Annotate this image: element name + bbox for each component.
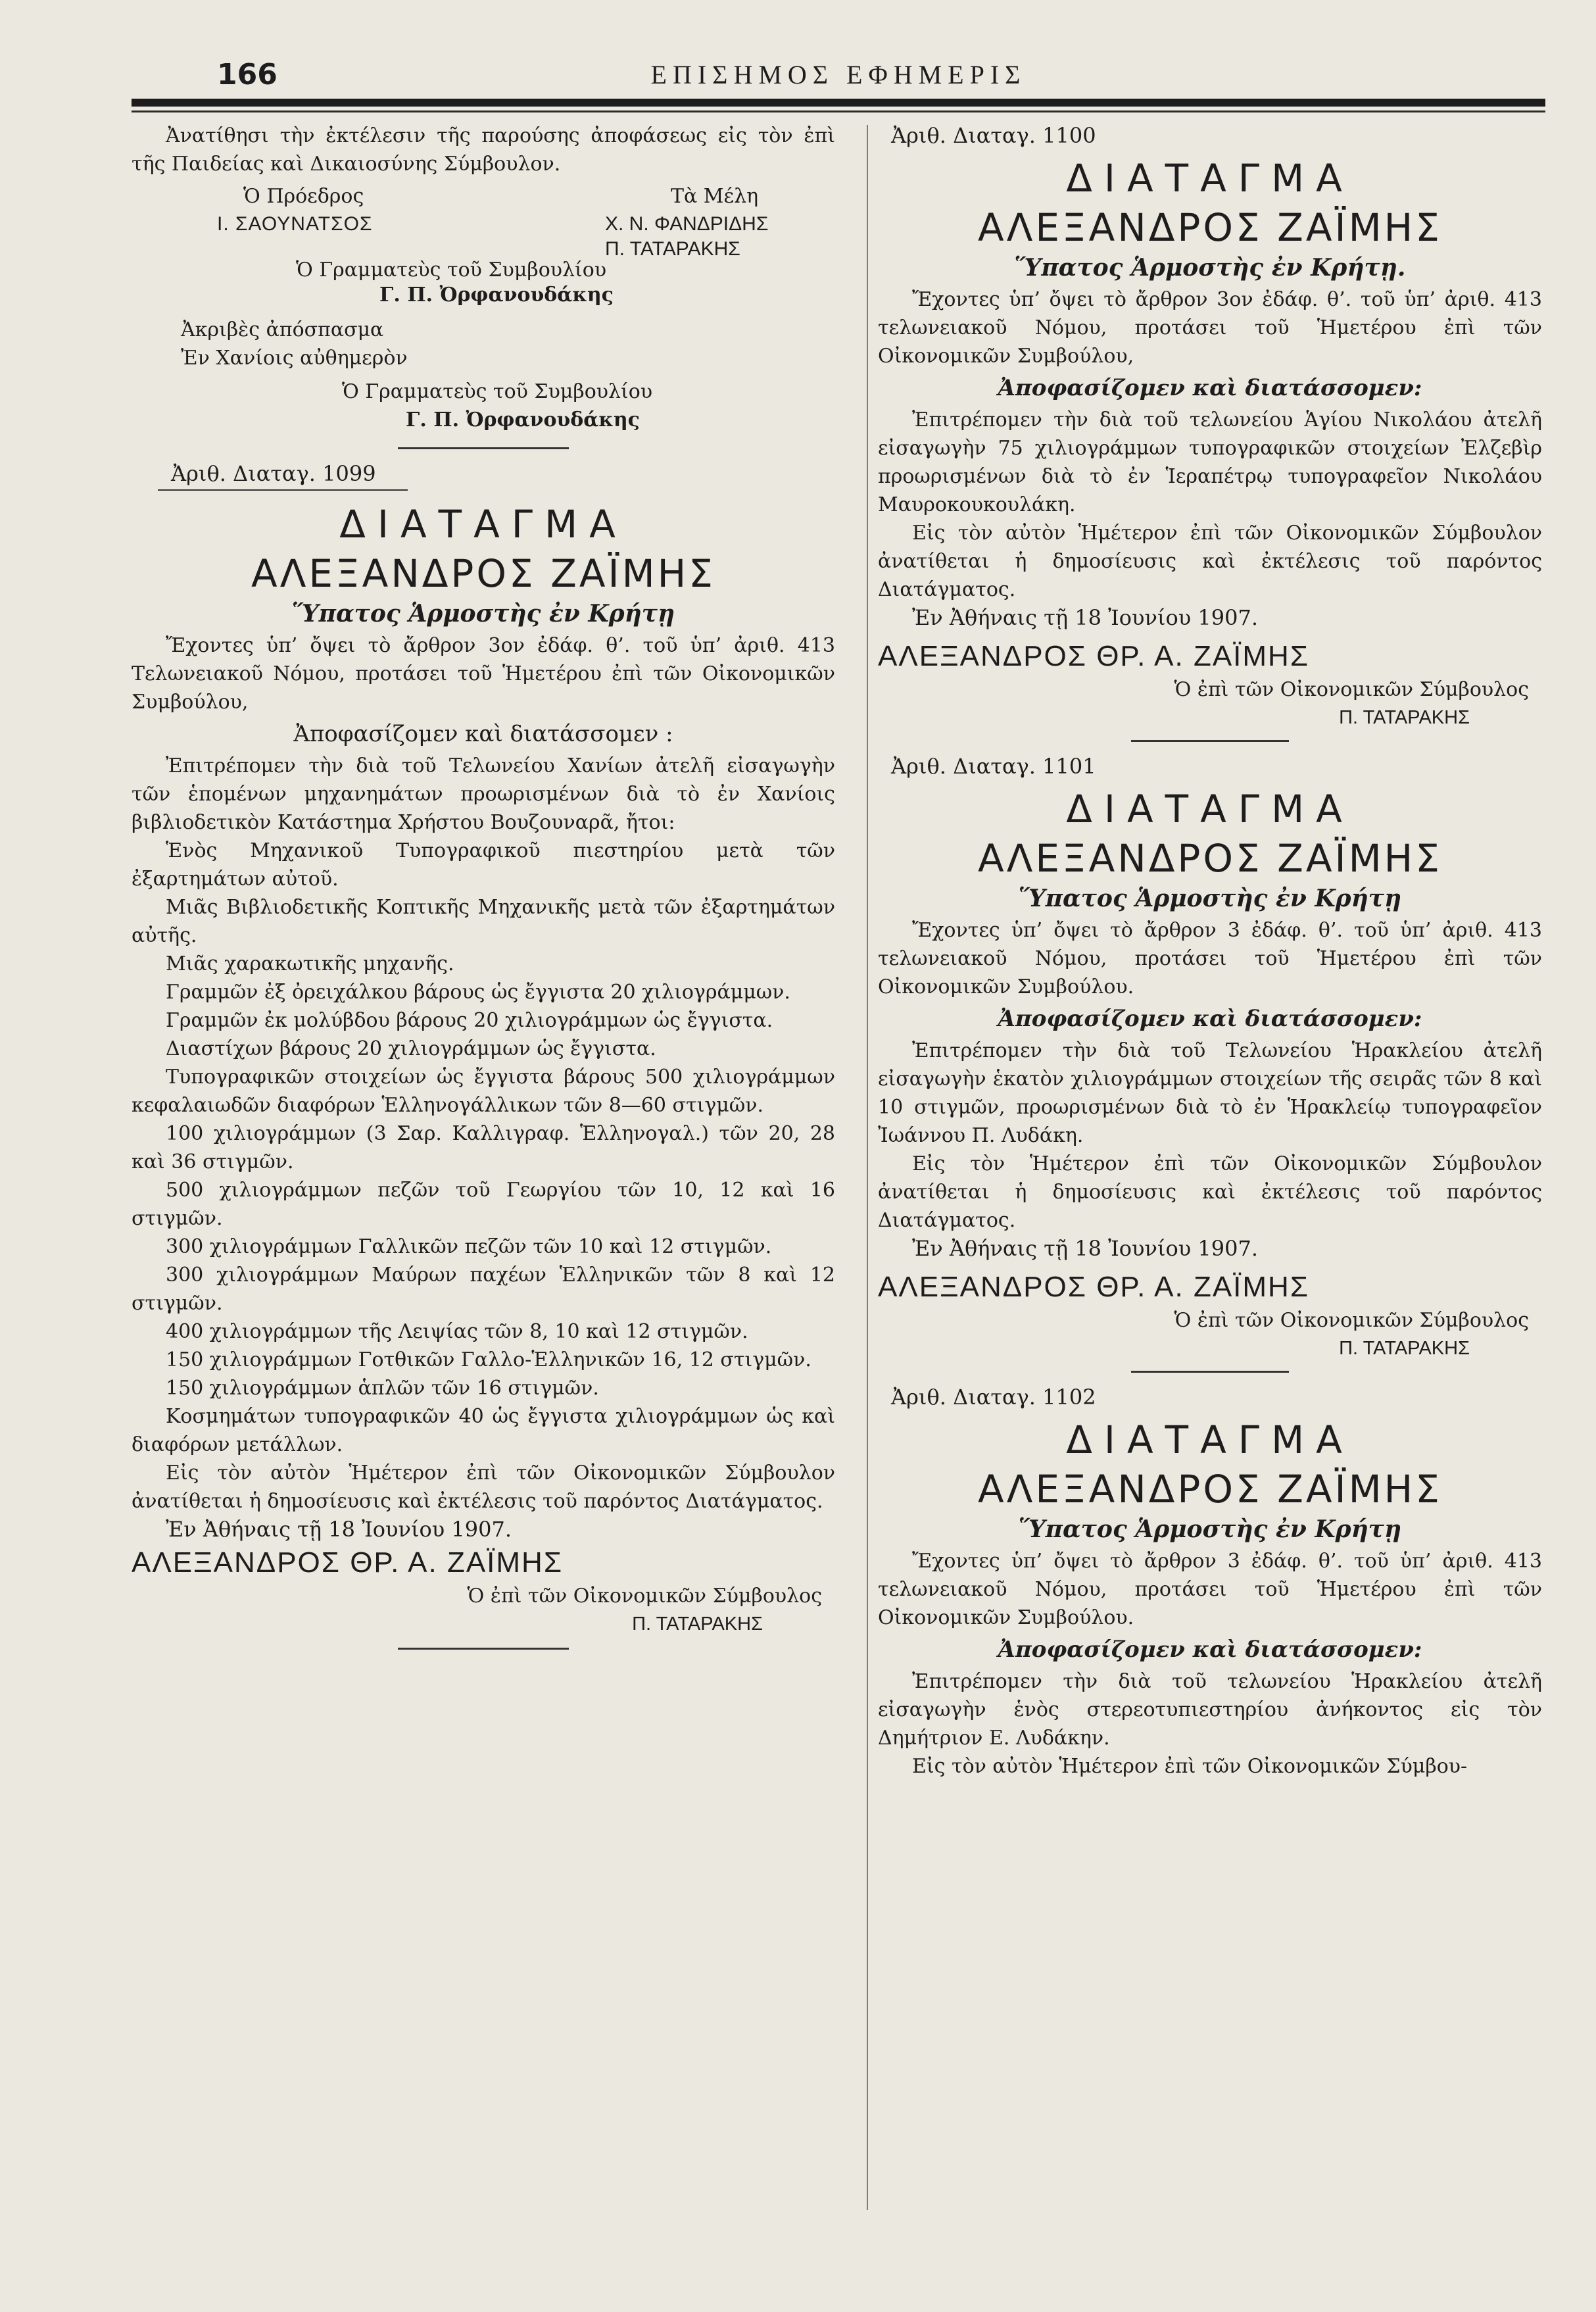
separator-rule — [398, 1648, 569, 1650]
president-title: Ὁ Πρόεδρος — [243, 185, 364, 208]
underline-rule — [158, 489, 408, 491]
intro-paragraph: Ἀνατίθησι τὴν ἐκτέλεσιν τῆς παρούσης ἀποφάσεως εἰς τὸν ἐπὶ τῆς Παιδείας καὶ Δικαιοσύνης Σύμβουλον. — [132, 124, 835, 176]
signature-councillor-name: Π. ΤΑΤΑΡΑΚΗΣ — [1339, 707, 1470, 728]
decree-number: Ἀριθ. Διαταγ. 1102 — [891, 1385, 1096, 1410]
decree-heading: ΔΙΑΤΑΓΜΑ — [339, 502, 627, 547]
decree-body: Ἐπιτρέπομεν τὴν διὰ τοῦ τελωνείου Ἡρακλείου ἀτελῆ εἰσαγωγὴν ἑνὸς στερεοτυπιεστηρίου ἀνήκοντος εἰς τὸν Δημήτριον Ε. Λυδάκην. — [878, 1670, 1542, 1750]
list-item: 300 χιλιογράμμων Γαλλικῶν πεζῶν τῶν 10 καὶ 12 στιγμῶν. — [166, 1235, 772, 1258]
resolution-line: Ἀποφασίζομεν καὶ διατάσσομεν: — [998, 1636, 1422, 1663]
separator-rule — [1131, 740, 1289, 742]
signature-councillor-name: Π. ΤΑΤΑΡΑΚΗΣ — [632, 1613, 763, 1635]
list-item: Διαστίχων βάρους 20 χιλιογράμμων ὡς ἔγγιστα. — [166, 1037, 656, 1060]
list-item: Τυπογραφικῶν στοιχείων ὡς ἔγγιστα βάρους 500 χιλιογράμμων κεφαλαιωδῶν διαφόρων Ἑλληνογάλλικων τῶν 8—60 στιγμῶν. — [132, 1066, 835, 1117]
list-item: Κοσμημάτων τυπογραφικῶν 40 ὡς ἔγγιστα χιλιογράμμων ὡς καὶ διαφόρων μετάλλων. — [132, 1405, 835, 1456]
decree-date: Ἐν Ἀθήναις τῇ 18 Ἰουνίου 1907. — [912, 1236, 1258, 1261]
equipment-list — [132, 837, 835, 1459]
decree-body: Ἐπιτρέπομεν τὴν διὰ τοῦ Τελωνείου Χανίων ἀτελῆ εἰσαγωγὴν τῶν ἑπομένων μηχανημάτων προωρισμένων διὰ τὸ ἐν Χανίοις βιβλιοδετικὸν Κατάστημα Χρήστου Βουζουναρᾶ, ἤτοι: — [132, 754, 835, 834]
list-item: Ἑνὸς Μηχανικοῦ Τυπογραφικοῦ πιεστηρίου μετὰ τῶν ἐξαρτημάτων αὐτοῦ. — [132, 839, 835, 891]
signature-high-commissioner: ΑΛΕΞΑΝΔΡΟΣ ΘΡ. Α. ΖΑΪΜΗΣ — [878, 640, 1310, 672]
list-item: 300 χιλιογράμμων Μαύρων παχέων Ἑλληνικῶν τῶν 8 καὶ 12 στιγμῶν. — [132, 1264, 835, 1315]
list-item: 100 χιλιογράμμων (3 Σαρ. Καλλιγραφ. Ἑλληνογαλ.) τῶν 20, 28 καὶ 36 στιγμῶν. — [132, 1122, 835, 1173]
decree-heading: ΔΙΑΤΑΓΜΑ — [1066, 787, 1354, 831]
list-item: Μιᾶς χαρακωτικῆς μηχανῆς. — [166, 952, 454, 975]
copy-label: Ἀκριβὲς ἀπόσπασμα — [181, 318, 384, 341]
president-name: Ι. ΣΑΟΥΝΑΤΣΟΣ — [217, 213, 373, 235]
list-item: Μιᾶς Βιβλιοδετικῆς Κοπτικῆς Μηχανικῆς μετὰ τῶν ἐξαρτημάτων αὐτῆς. — [132, 896, 835, 947]
decree-number: Ἀριθ. Διαταγ. 1101 — [891, 754, 1096, 779]
resolution-line: Ἀποφασίζομεν καὶ διατάσσομεν: — [998, 375, 1422, 401]
left-column — [132, 122, 835, 1660]
decree-heading: ΔΙΑΤΑΓΜΑ — [1066, 1417, 1354, 1462]
page-number: 166 — [217, 58, 278, 91]
high-commissioner-name: ΑΛΕΞΑΝΔΡΟΣ ΖΑΪΜΗΣ — [978, 836, 1442, 881]
decree-date: Ἐν Ἀθήναις τῇ 18 Ἰουνίου 1907. — [166, 1517, 512, 1542]
closing-paragraph: Εἰς τὸν Ἡμέτερον ἐπὶ τῶν Οἰκονομικῶν Σύμβουλον ἀνατίθεται ἡ δημοσίευσις καὶ ἐκτέλεσις τοῦ παρόντος Διατάγματος. — [878, 1152, 1542, 1232]
high-commissioner-title: Ὕπατος Ἁρμοστὴς ἐν Κρήτῃ — [1018, 1515, 1402, 1543]
page-header — [132, 53, 1545, 99]
high-commissioner-title: Ὕπατος Ἁρμοστὴς ἐν Κρήτῃ. — [1014, 254, 1406, 282]
signature-councillor-title: Ὁ ἐπὶ τῶν Οἰκονομικῶν Σύμβουλος — [467, 1585, 822, 1608]
member-name: Χ. Ν. ΦΑΝΔΡΙΔΗΣ — [605, 213, 769, 235]
right-column — [878, 122, 1542, 1781]
high-commissioner-title: Ὕπατος Ἁρμοστὴς ἐν Κρήτῃ — [291, 600, 675, 627]
signature-councillor-title: Ὁ ἐπὶ τῶν Οἰκονομικῶν Σύμβουλος — [1174, 1309, 1529, 1332]
secretary-title: Ὁ Γραμματεὺς τοῦ Συμβουλίου — [342, 380, 653, 403]
signature-councillor-name: Π. ΤΑΤΑΡΑΚΗΣ — [1339, 1338, 1470, 1359]
secretary-name: Γ. Π. Ὀρφανουδάκης — [406, 408, 640, 431]
separator-rule — [1131, 1371, 1289, 1373]
high-commissioner-name: ΑΛΕΞΑΝΔΡΟΣ ΖΑΪΜΗΣ — [978, 1467, 1442, 1512]
decree-date: Ἐν Ἀθήναις τῇ 18 Ἰουνίου 1907. — [912, 605, 1258, 630]
preamble: Ἔχοντες ὑπ’ ὄψει τὸ ἄρθρον 3 ἐδάφ. θ’. τοῦ ὑπ’ ἀριθ. 413 τελωνειακοῦ Νόμου, προτάσει τοῦ Ἡμετέρου ἐπὶ τῶν Οἰκονομικῶν Συμβούλου. — [878, 919, 1542, 998]
copy-place: Ἐν Χανίοις αὐθημερὸν — [181, 347, 408, 370]
gazette-title: ΕΠΙΣΗΜΟΣ ΕΦΗΜΕΡΙΣ — [650, 60, 1027, 89]
list-item: 150 χιλιογράμμων ἁπλῶν τῶν 16 στιγμῶν. — [166, 1377, 599, 1400]
preamble: Ἔχοντες ὑπ’ ὄψει τὸ ἄρθρον 3ον ἐδάφ. θ’. τοῦ ὑπ’ ἀριθ. 413 τελωνειακοῦ Νόμου, προτάσει τοῦ Ἡμετέρου ἐπὶ τῶν Οἰκονομικῶν Συμβούλου, — [878, 288, 1542, 368]
list-item: Γραμμῶν ἐξ ὀρειχάλκου βάρους ὡς ἔγγιστα 20 χιλιογράμμων. — [166, 981, 790, 1004]
decree-body: Ἐπιτρέπομεν τὴν διὰ τοῦ Τελωνείου Ἡρακλείου ἀτελῆ εἰσαγωγὴν ἑκατὸν χιλιογράμμων στοιχείων τῆς σειρᾶς τῶν 8 καὶ 10 στιγμῶν, προωρισμένων διὰ τὸ ἐν Ἡρακλείῳ τυπογραφεῖον Ἰωάννου Π. Λυδάκη. — [878, 1039, 1542, 1147]
signature-high-commissioner: ΑΛΕΞΑΝΔΡΟΣ ΘΡ. Α. ΖΑΪΜΗΣ — [132, 1546, 564, 1579]
preamble: Ἔχοντες ὑπ’ ὄψει τὸ ἄρθρον 3 ἐδάφ. θ’. τοῦ ὑπ’ ἀριθ. 413 τελωνειακοῦ Νόμου, προτάσει τοῦ Ἡμετέρου ἐπὶ τῶν Οἰκονομικῶν Συμβούλου. — [878, 1550, 1542, 1629]
closing-paragraph: Εἰς τὸν αὐτὸν Ἡμέτερον ἐπὶ τῶν Οἰκονομικῶν Σύμβουλον ἀνατίθεται ἡ δημοσίευσις καὶ ἐκτέλεσις τοῦ παρόντος Διατάγματος. — [132, 1462, 835, 1513]
list-item: Γραμμῶν ἐκ μολύβδου βάρους 20 χιλιογράμμων ὡς ἔγγιστα. — [166, 1009, 773, 1032]
header-rule — [132, 99, 1545, 107]
secretary-name: Γ. Π. Ὀρφανουδάκης — [379, 283, 614, 307]
closing-paragraph: Εἰς τὸν αὐτὸν Ἡμέτερον ἐπὶ τῶν Οἰκονομικῶν Σύμβουλον ἀνατίθεται ἡ δημοσίευσις καὶ ἐκτέλεσις τοῦ παρόντος Διατάγματος. — [878, 522, 1542, 601]
signature-high-commissioner: ΑΛΕΞΑΝΔΡΟΣ ΘΡ. Α. ΖΑΪΜΗΣ — [878, 1271, 1310, 1303]
secretary-title: Ὁ Γραμματεὺς τοῦ Συμβουλίου — [296, 258, 607, 282]
signature-councillor-title: Ὁ ἐπὶ τῶν Οἰκονομικῶν Σύμβουλος — [1174, 678, 1529, 701]
column-separator — [867, 125, 868, 2210]
member-name: Π. ΤΑΤΑΡΑΚΗΣ — [605, 238, 740, 260]
resolution-line: Ἀποφασίζομεν καὶ διατάσσομεν : — [293, 721, 673, 747]
header-rule-thin — [132, 111, 1545, 112]
decree-heading: ΔΙΑΤΑΓΜΑ — [1066, 156, 1354, 201]
council-signatures — [132, 182, 835, 281]
closing-paragraph: Εἰς τὸν αὐτὸν Ἡμέτερον ἐπὶ τῶν Οἰκονομικῶν Σύμβου- — [912, 1755, 1468, 1778]
decree-body: Ἐπιτρέπομεν τὴν διὰ τοῦ τελωνείου Ἁγίου Νικολάου ἀτελῆ εἰσαγωγὴν 75 χιλιογράμμων τυπογραφικῶν στοιχείων Ἐλζεβὶρ προωρισμένων διὰ τὸ ἐν Ἱεραπέτρῳ τυπογραφεῖον Νικολάου Μαυροκουκουλάκη. — [878, 408, 1542, 516]
list-item: 400 χιλιογράμμων τῆς Λειψίας τῶν 8, 10 καὶ 12 στιγμῶν. — [166, 1320, 748, 1343]
preamble: Ἔχοντες ὑπ’ ὄψει τὸ ἄρθρον 3ον ἐδάφ. θ’. τοῦ ὑπ’ ἀριθ. 413 Τελωνειακοῦ Νόμου, προτάσει τοῦ Ἡμετέρου ἐπὶ τῶν Οἰκονομικῶν Συμβούλου, — [132, 634, 835, 714]
high-commissioner-title: Ὕπατος Ἁρμοστὴς ἐν Κρήτῃ — [1018, 885, 1402, 912]
list-item: 500 χιλιογράμμων πεζῶν τοῦ Γεωργίου τῶν 10, 12 καὶ 16 στιγμῶν. — [132, 1179, 835, 1230]
high-commissioner-name: ΑΛΕΞΑΝΔΡΟΣ ΖΑΪΜΗΣ — [251, 551, 715, 596]
decree-number: Ἀριθ. Διαταγ. 1100 — [891, 123, 1096, 148]
members-title: Τὰ Μέλη — [671, 185, 759, 208]
high-commissioner-name: ΑΛΕΞΑΝΔΡΟΣ ΖΑΪΜΗΣ — [978, 205, 1442, 250]
separator-rule — [398, 447, 569, 449]
decree-number: Ἀριθ. Διαταγ. 1099 — [171, 461, 376, 486]
resolution-line: Ἀποφασίζομεν καὶ διατάσσομεν: — [998, 1006, 1422, 1032]
list-item: 150 χιλιογράμμων Γοτθικῶν Γαλλο-Ἑλληνικῶν 16, 12 στιγμῶν. — [166, 1348, 811, 1371]
